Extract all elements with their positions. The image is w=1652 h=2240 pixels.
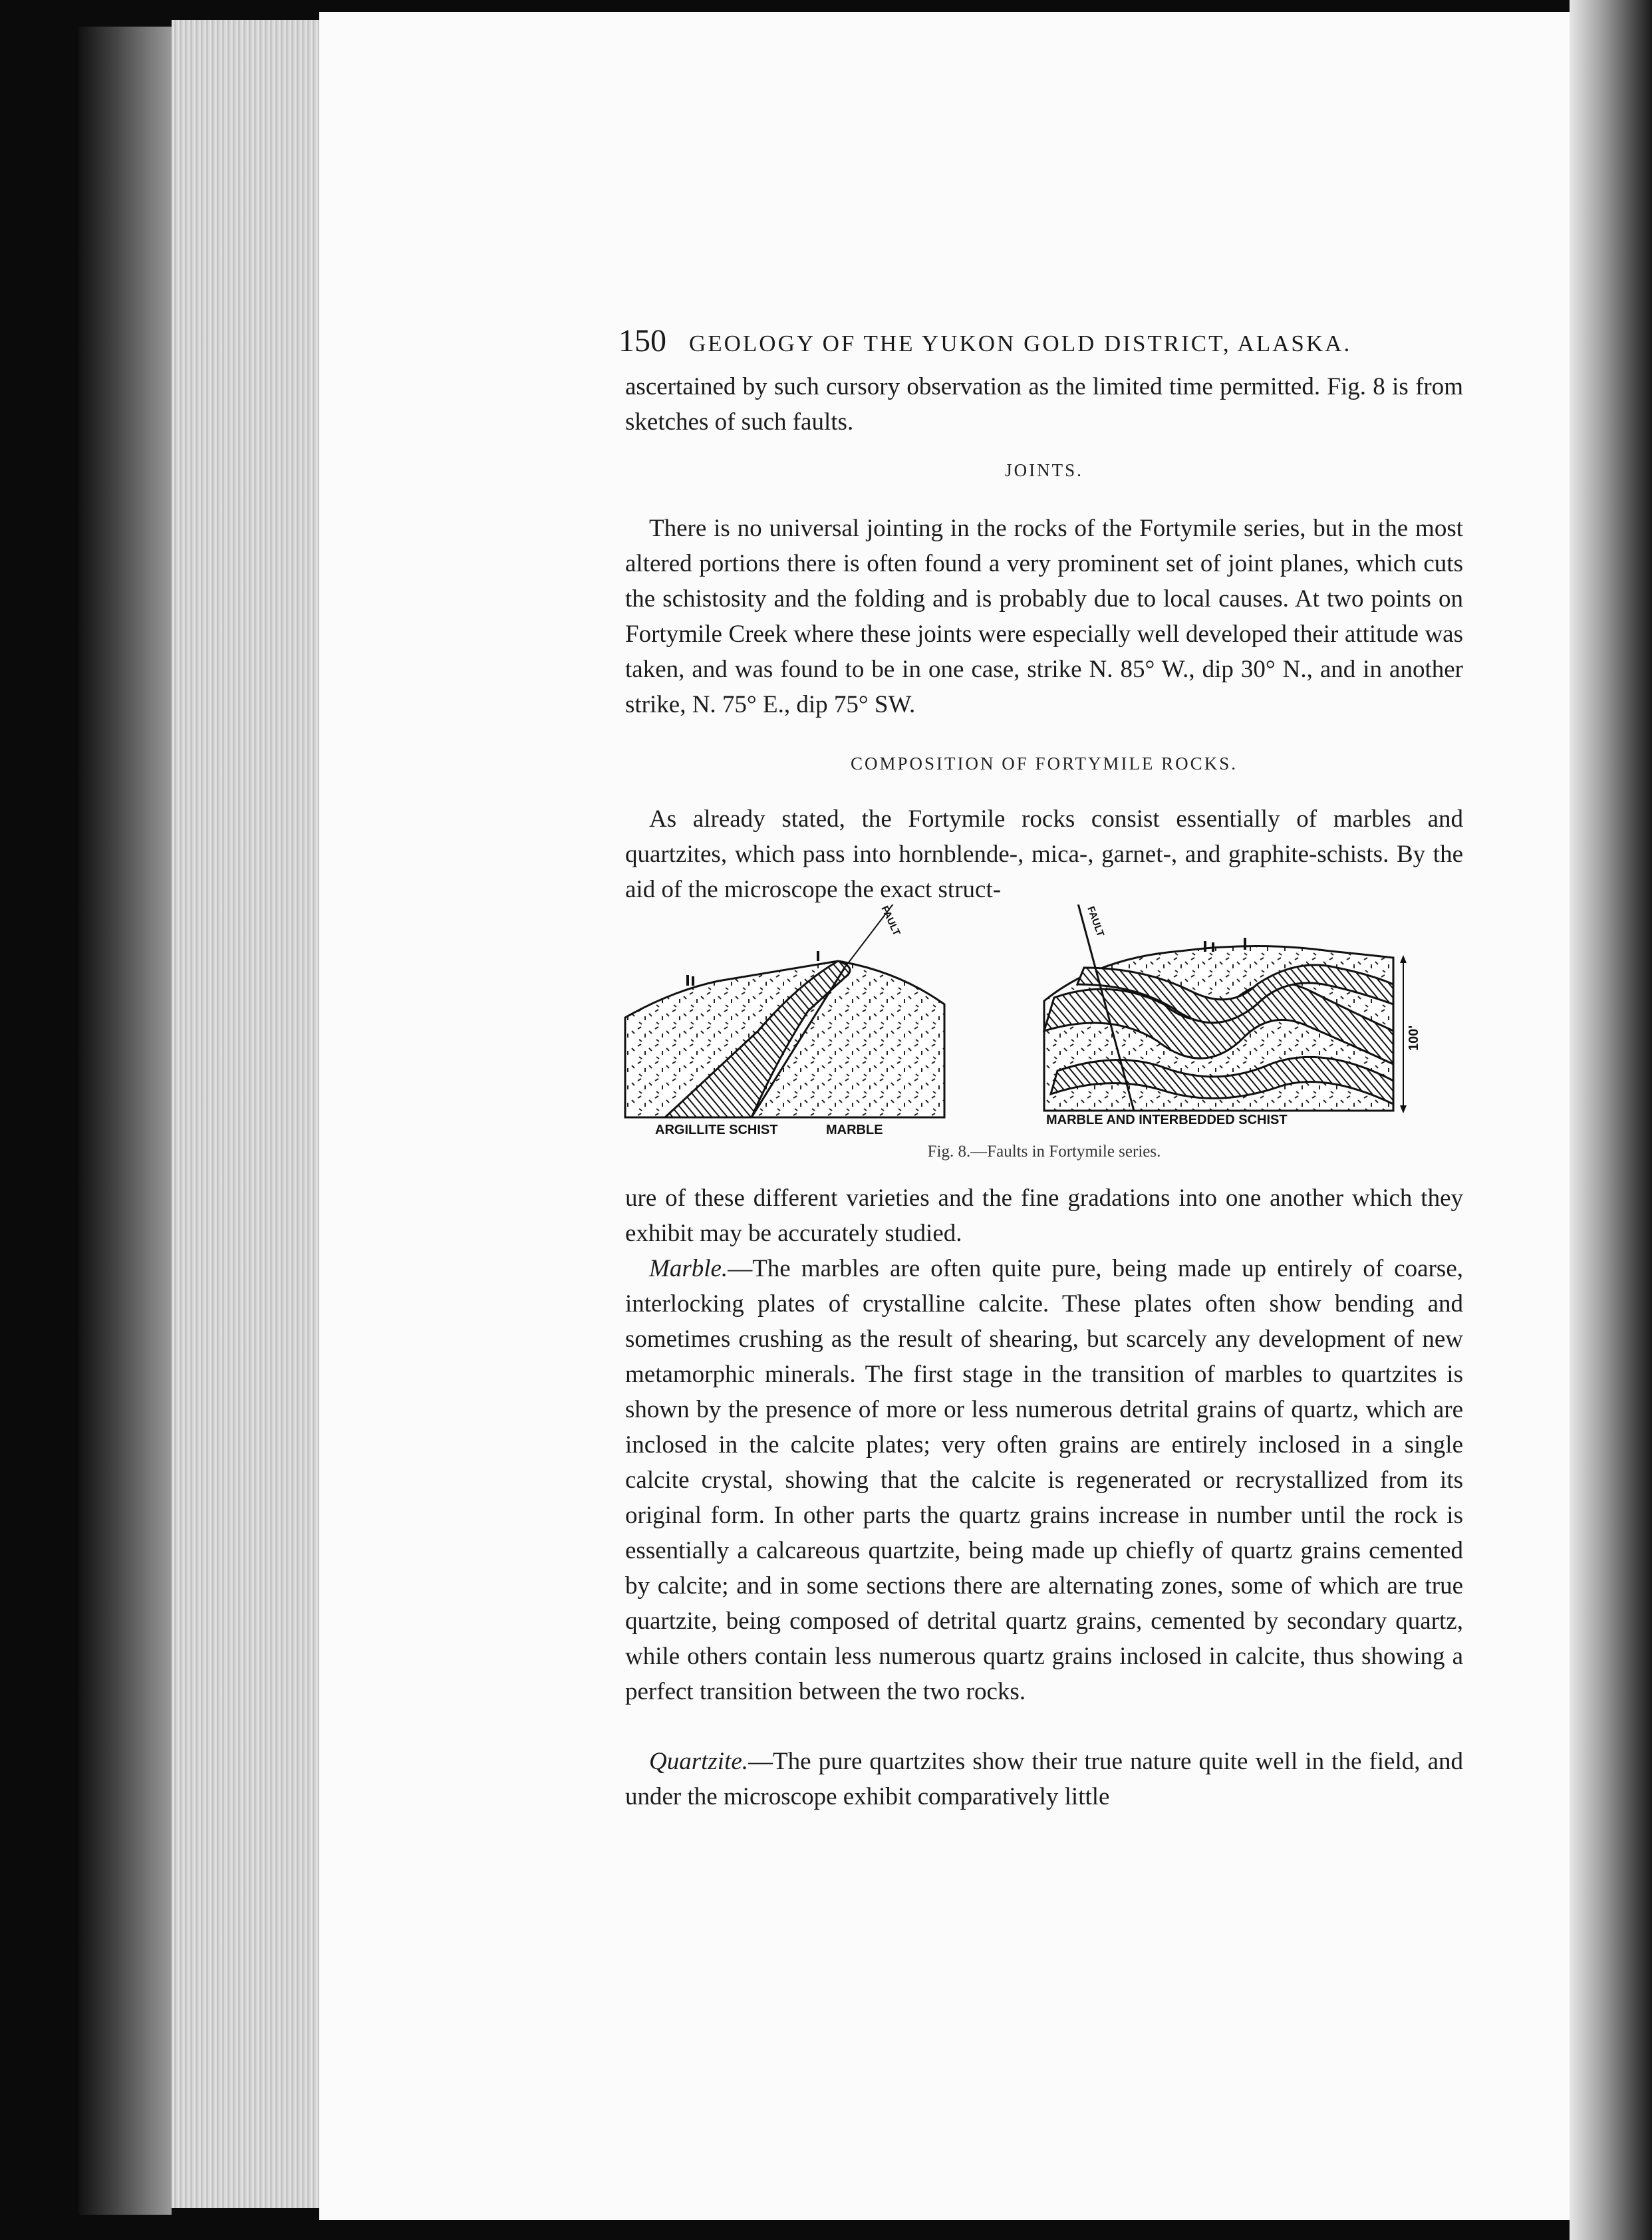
running-head — [619, 323, 1363, 362]
term-marble: Marble. — [649, 1255, 728, 1282]
paragraph-marble — [625, 1251, 1463, 1709]
label-scale-100: 100' — [1407, 1025, 1421, 1051]
label-argillite-schist: ARGILLITE SCHIST — [655, 1123, 778, 1137]
heading-joints: JOINTS. — [1005, 460, 1083, 480]
page-stack-edges — [172, 20, 319, 2208]
paragraph-composition: As already stated, the Fortymile rocks consist essentially of marbles and quartzites, which pass into hornblende-, mica-, garnet-, and graphite-schists. By the aid of the microscope the exact struct- — [625, 805, 1463, 903]
label-marble-interbedded-schist: MARBLE AND INTERBEDDED SCHIST — [1046, 1113, 1288, 1127]
paragraph-quartzite — [625, 1744, 1463, 1814]
heading-composition: COMPOSITION OF FORTYMILE ROCKS. — [851, 754, 1238, 773]
svg-text:FAULT: FAULT — [879, 905, 902, 938]
page-number: 150 — [619, 323, 666, 358]
paragraph-marble-body: —The marbles are often quite pure, being made up entirely of coarse, interlocking plates of crystalline calcite. These plates often show bending and sometimes crushing as the result of shearing, but scarcely any development of new metamorphic minerals. The first stage in the transition of marbles to quartzites is shown by the presence of more or less numerous detrital grains of quartz, which are inclosed in the calcite plates; very often grains are entirely inclosed in a single calcite crystal, showing that the calcite is regenerated or recrystallized from its original form. In other parts the quartz grains increase in number until the rock is essentially a calcareous quartzite, being made up chiefly of quartz grains cemented by calcite; and in some sections there are alternating zones, some of which are true quartzite, being composed of detrital quartz grains, cemented by secondary quartz, while others contain less numerous quartz grains inclosed in calcite, thus showing a perfect transition between the two rocks. — [625, 1255, 1463, 1705]
svg-text:FAULT: FAULT — [1085, 905, 1107, 938]
term-quartzite: Quartzite. — [649, 1748, 749, 1775]
facing-page-edge — [1570, 0, 1652, 2240]
book-binding-edge — [78, 27, 172, 2215]
figure-faults — [619, 905, 1476, 1157]
label-marble: MARBLE — [826, 1123, 883, 1137]
running-title: GEOLOGY OF THE YUKON GOLD DISTRICT, ALASKA. — [689, 331, 1352, 356]
left-fault-section — [625, 905, 944, 1137]
paragraph-structure: ure of these different varieties and the fine gradations into one another which they exhibit may be accurately studied. — [625, 1185, 1463, 1247]
paragraph-quartzite-body: —The pure quartzites show their true nature quite well in the field, and under the microscope exhibit comparatively little — [625, 1748, 1463, 1810]
paragraph-intro: ascertained by such cursory observation as the limited time permitted. Fig. 8 is from sketches of such faults. — [625, 373, 1463, 436]
right-fault-section — [1044, 905, 1421, 1127]
figure-faults-drawing — [619, 905, 1476, 1157]
paragraph-joints: There is no universal jointing in the rocks of the Fortymile series, but in the most altered portions there is often found a very prominent set of joint planes, which cuts the schistosity and the folding and is probably due to local causes. At two points on Fortymile Creek where these joints were especially well developed their attitude was taken, and was found to be in one case, strike N. 85° W., dip 30° N., and in another strike, N. 75° E., dip 75° SW. — [625, 515, 1463, 718]
figure-caption: Fig. 8.—Faults in Fortymile series. — [927, 1143, 1161, 1161]
